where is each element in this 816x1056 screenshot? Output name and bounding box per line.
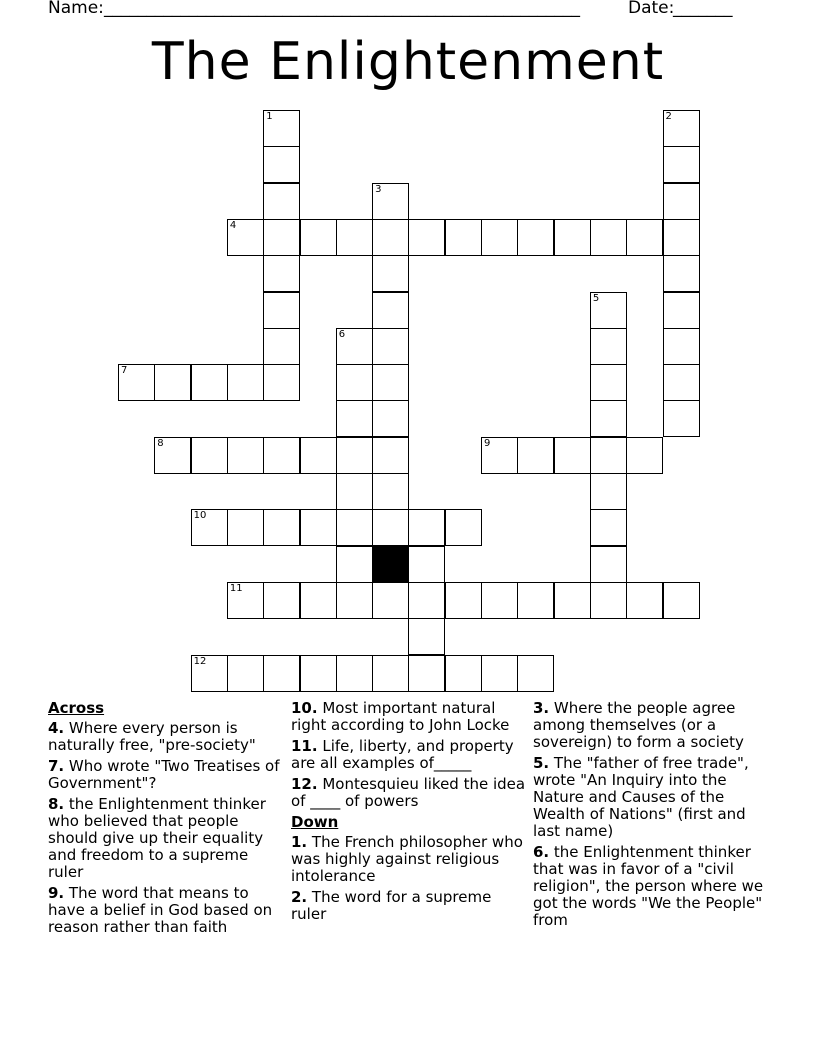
grid-cell[interactable] xyxy=(300,219,337,256)
grid-cell[interactable] xyxy=(372,328,409,365)
grid-cell[interactable] xyxy=(154,364,191,401)
clue-text: The "father of free trade", wrote "An Inquiry into the Nature and Causes of the Wealth of Nations" (first and last name) xyxy=(533,754,749,840)
clue-number: 2. xyxy=(291,888,308,906)
clue-text: Who wrote "Two Treatises of Government"? xyxy=(48,757,280,792)
grid-cell[interactable] xyxy=(590,582,627,619)
clues-column-1 xyxy=(48,700,284,940)
grid-cell[interactable] xyxy=(590,292,627,329)
clue-number: 11. xyxy=(291,737,318,755)
grid-cell[interactable] xyxy=(263,183,300,220)
grid-cell[interactable] xyxy=(263,509,300,546)
grid-cell[interactable] xyxy=(191,509,228,546)
grid-cell[interactable] xyxy=(590,364,627,401)
grid-cell[interactable] xyxy=(372,437,409,474)
clue-down-1 xyxy=(291,834,527,885)
grid-cell[interactable] xyxy=(663,292,700,329)
grid-cell[interactable] xyxy=(372,364,409,401)
grid-cell[interactable] xyxy=(590,509,627,546)
grid-cell[interactable] xyxy=(663,582,700,619)
clue-number: 10. xyxy=(291,699,318,717)
clue-number: 1. xyxy=(291,833,308,851)
grid-cell[interactable] xyxy=(336,437,373,474)
cell-number: 4 xyxy=(229,219,237,231)
grid-cell[interactable] xyxy=(300,509,337,546)
grid-cell[interactable] xyxy=(191,437,228,474)
cell-number: 8 xyxy=(157,437,164,449)
grid-cell[interactable] xyxy=(517,437,554,474)
cell-number: 1 xyxy=(266,111,273,122)
grid-cell[interactable] xyxy=(227,509,264,546)
grid-cell[interactable] xyxy=(227,364,264,401)
clue-text: Where the people agree among themselves (or a sovereign) to form a society xyxy=(533,699,744,751)
clue-number: 3. xyxy=(533,699,550,717)
grid-cell[interactable] xyxy=(590,328,627,365)
grid-cell[interactable] xyxy=(590,546,627,583)
cell-number: 6 xyxy=(338,328,346,340)
grid-cell[interactable] xyxy=(300,437,337,474)
grid-cell[interactable] xyxy=(336,364,373,401)
grid-cell[interactable] xyxy=(118,364,155,401)
grid-cell[interactable] xyxy=(191,655,228,692)
grid-cell[interactable] xyxy=(663,146,700,183)
cell-number: 11 xyxy=(229,582,243,594)
name-blank: ________________________________________________________ xyxy=(104,0,580,18)
clue-across-4 xyxy=(48,720,284,754)
across-heading: Across xyxy=(48,699,105,717)
clue-text: Most important natural right according to John Locke xyxy=(291,699,510,734)
grid-cell[interactable] xyxy=(663,255,700,292)
grid-cell[interactable] xyxy=(554,582,591,619)
grid-cell[interactable] xyxy=(263,292,300,329)
clue-across-12 xyxy=(291,776,527,810)
grid-cell[interactable] xyxy=(445,509,482,546)
grid-cell[interactable] xyxy=(590,473,627,510)
grid-cell[interactable] xyxy=(372,509,409,546)
grid-cell[interactable] xyxy=(626,437,663,474)
clue-number: 7. xyxy=(48,757,65,775)
clue-text: Life, liberty, and property are all examples of_____ xyxy=(291,737,514,772)
grid-cell[interactable] xyxy=(445,219,482,256)
grid-cell[interactable] xyxy=(663,110,700,147)
grid-cell[interactable] xyxy=(554,437,591,474)
date-blank: _______ xyxy=(673,0,733,18)
grid-cell[interactable] xyxy=(663,400,700,437)
clue-text: The French philosopher who was highly against religious intolerance xyxy=(291,833,523,885)
grid-cell[interactable] xyxy=(408,618,445,655)
grid-cell[interactable] xyxy=(445,655,482,692)
grid-cell[interactable] xyxy=(372,582,409,619)
grid-cell[interactable] xyxy=(336,546,373,583)
grid-cell[interactable] xyxy=(408,655,445,692)
grid-cell[interactable] xyxy=(408,219,445,256)
grid-cell[interactable] xyxy=(372,292,409,329)
grid-cell[interactable] xyxy=(626,219,663,256)
grid-cell[interactable] xyxy=(154,437,191,474)
cell-number: 3 xyxy=(375,183,382,195)
cell-number: 7 xyxy=(121,365,128,377)
grid-cell[interactable] xyxy=(481,582,518,619)
clue-number: 12. xyxy=(291,775,318,793)
grid-cell[interactable] xyxy=(481,437,518,474)
grid-cell[interactable] xyxy=(263,582,300,619)
clue-down-2 xyxy=(291,889,527,923)
cell-number: 9 xyxy=(484,437,491,449)
clues-column-3 xyxy=(533,700,769,933)
grid-cell[interactable] xyxy=(263,328,300,365)
clue-number: 8. xyxy=(48,795,65,813)
grid-cell[interactable] xyxy=(590,219,627,256)
clue-number: 5. xyxy=(533,754,550,772)
grid-cell[interactable] xyxy=(263,255,300,292)
grid-cell[interactable] xyxy=(263,655,300,692)
cell-number: 2 xyxy=(665,111,672,122)
clue-text: the Enlightenment thinker who believed that people should give up their equality and freedom to a supreme ruler xyxy=(48,795,266,881)
clues-column-2 xyxy=(291,700,527,927)
grid-cell[interactable] xyxy=(517,655,554,692)
grid-cell[interactable] xyxy=(300,582,337,619)
grid-cell[interactable] xyxy=(336,509,373,546)
date-label: Date: xyxy=(628,0,675,18)
cell-number: 12 xyxy=(193,655,207,667)
grid-cell[interactable] xyxy=(263,219,300,256)
grid-cell[interactable] xyxy=(517,219,554,256)
clue-text: The word for a supreme ruler xyxy=(291,888,492,923)
grid-cell[interactable] xyxy=(481,219,518,256)
clue-text: Montesquieu liked the idea of ____ of powers xyxy=(291,775,526,810)
clue-across-10 xyxy=(291,700,527,734)
black-square xyxy=(372,546,409,583)
down-heading: Down xyxy=(291,813,339,831)
grid-cell[interactable] xyxy=(263,437,300,474)
cell-number: 10 xyxy=(193,510,207,522)
cell-number: 5 xyxy=(592,292,600,304)
grid-cell[interactable] xyxy=(626,582,663,619)
grid-cell[interactable] xyxy=(227,437,264,474)
grid-cell[interactable] xyxy=(336,219,373,256)
grid-cell[interactable] xyxy=(372,400,409,437)
name-label: Name: xyxy=(48,0,104,18)
clue-down-5 xyxy=(533,755,769,840)
grid-cell[interactable] xyxy=(408,546,445,583)
grid-cell[interactable] xyxy=(227,219,264,256)
clue-across-7 xyxy=(48,758,284,792)
grid-cell[interactable] xyxy=(263,364,300,401)
header-row xyxy=(48,0,748,22)
grid-cell[interactable] xyxy=(408,509,445,546)
grid-cell[interactable] xyxy=(336,655,373,692)
grid-cell[interactable] xyxy=(191,364,228,401)
grid-cell[interactable] xyxy=(336,400,373,437)
grid-cell[interactable] xyxy=(445,582,482,619)
grid-cell[interactable] xyxy=(372,473,409,510)
grid-cell[interactable] xyxy=(408,582,445,619)
grid-cell[interactable] xyxy=(372,255,409,292)
clue-down-6 xyxy=(533,844,769,929)
grid-cell[interactable] xyxy=(372,219,409,256)
clue-across-9 xyxy=(48,885,284,936)
clue-text: the Enlightenment thinker that was in favor of a "civil religion", the person where we got the words "We the People" from xyxy=(533,843,764,929)
grid-cell[interactable] xyxy=(227,655,264,692)
grid-cell[interactable] xyxy=(590,437,627,474)
grid-cell[interactable] xyxy=(372,655,409,692)
grid-cell[interactable] xyxy=(590,400,627,437)
clue-down-3 xyxy=(533,700,769,751)
clue-text: The word that means to have a belief in God based on reason rather than faith xyxy=(48,884,273,936)
clue-number: 9. xyxy=(48,884,65,902)
clue-across-11 xyxy=(291,738,527,772)
grid-cell[interactable] xyxy=(663,328,700,365)
grid-cell[interactable] xyxy=(227,582,264,619)
grid-cell[interactable] xyxy=(263,146,300,183)
grid-cell[interactable] xyxy=(663,183,700,220)
grid-cell[interactable] xyxy=(481,655,518,692)
grid-cell[interactable] xyxy=(663,219,700,256)
grid-cell[interactable] xyxy=(554,219,591,256)
grid-cell[interactable] xyxy=(336,473,373,510)
grid-cell[interactable] xyxy=(263,110,300,147)
clue-text: Where every person is naturally free, "pre-society" xyxy=(48,719,256,754)
page-title: The Enlightenment xyxy=(151,32,665,92)
grid-cell[interactable] xyxy=(663,364,700,401)
grid-cell[interactable] xyxy=(517,582,554,619)
grid-cell[interactable] xyxy=(300,655,337,692)
clue-number: 4. xyxy=(48,719,65,737)
grid-cell[interactable] xyxy=(336,582,373,619)
clue-number: 6. xyxy=(533,843,550,861)
grid-cell[interactable] xyxy=(336,328,373,365)
grid-cell[interactable] xyxy=(372,183,409,220)
clue-across-8 xyxy=(48,796,284,881)
